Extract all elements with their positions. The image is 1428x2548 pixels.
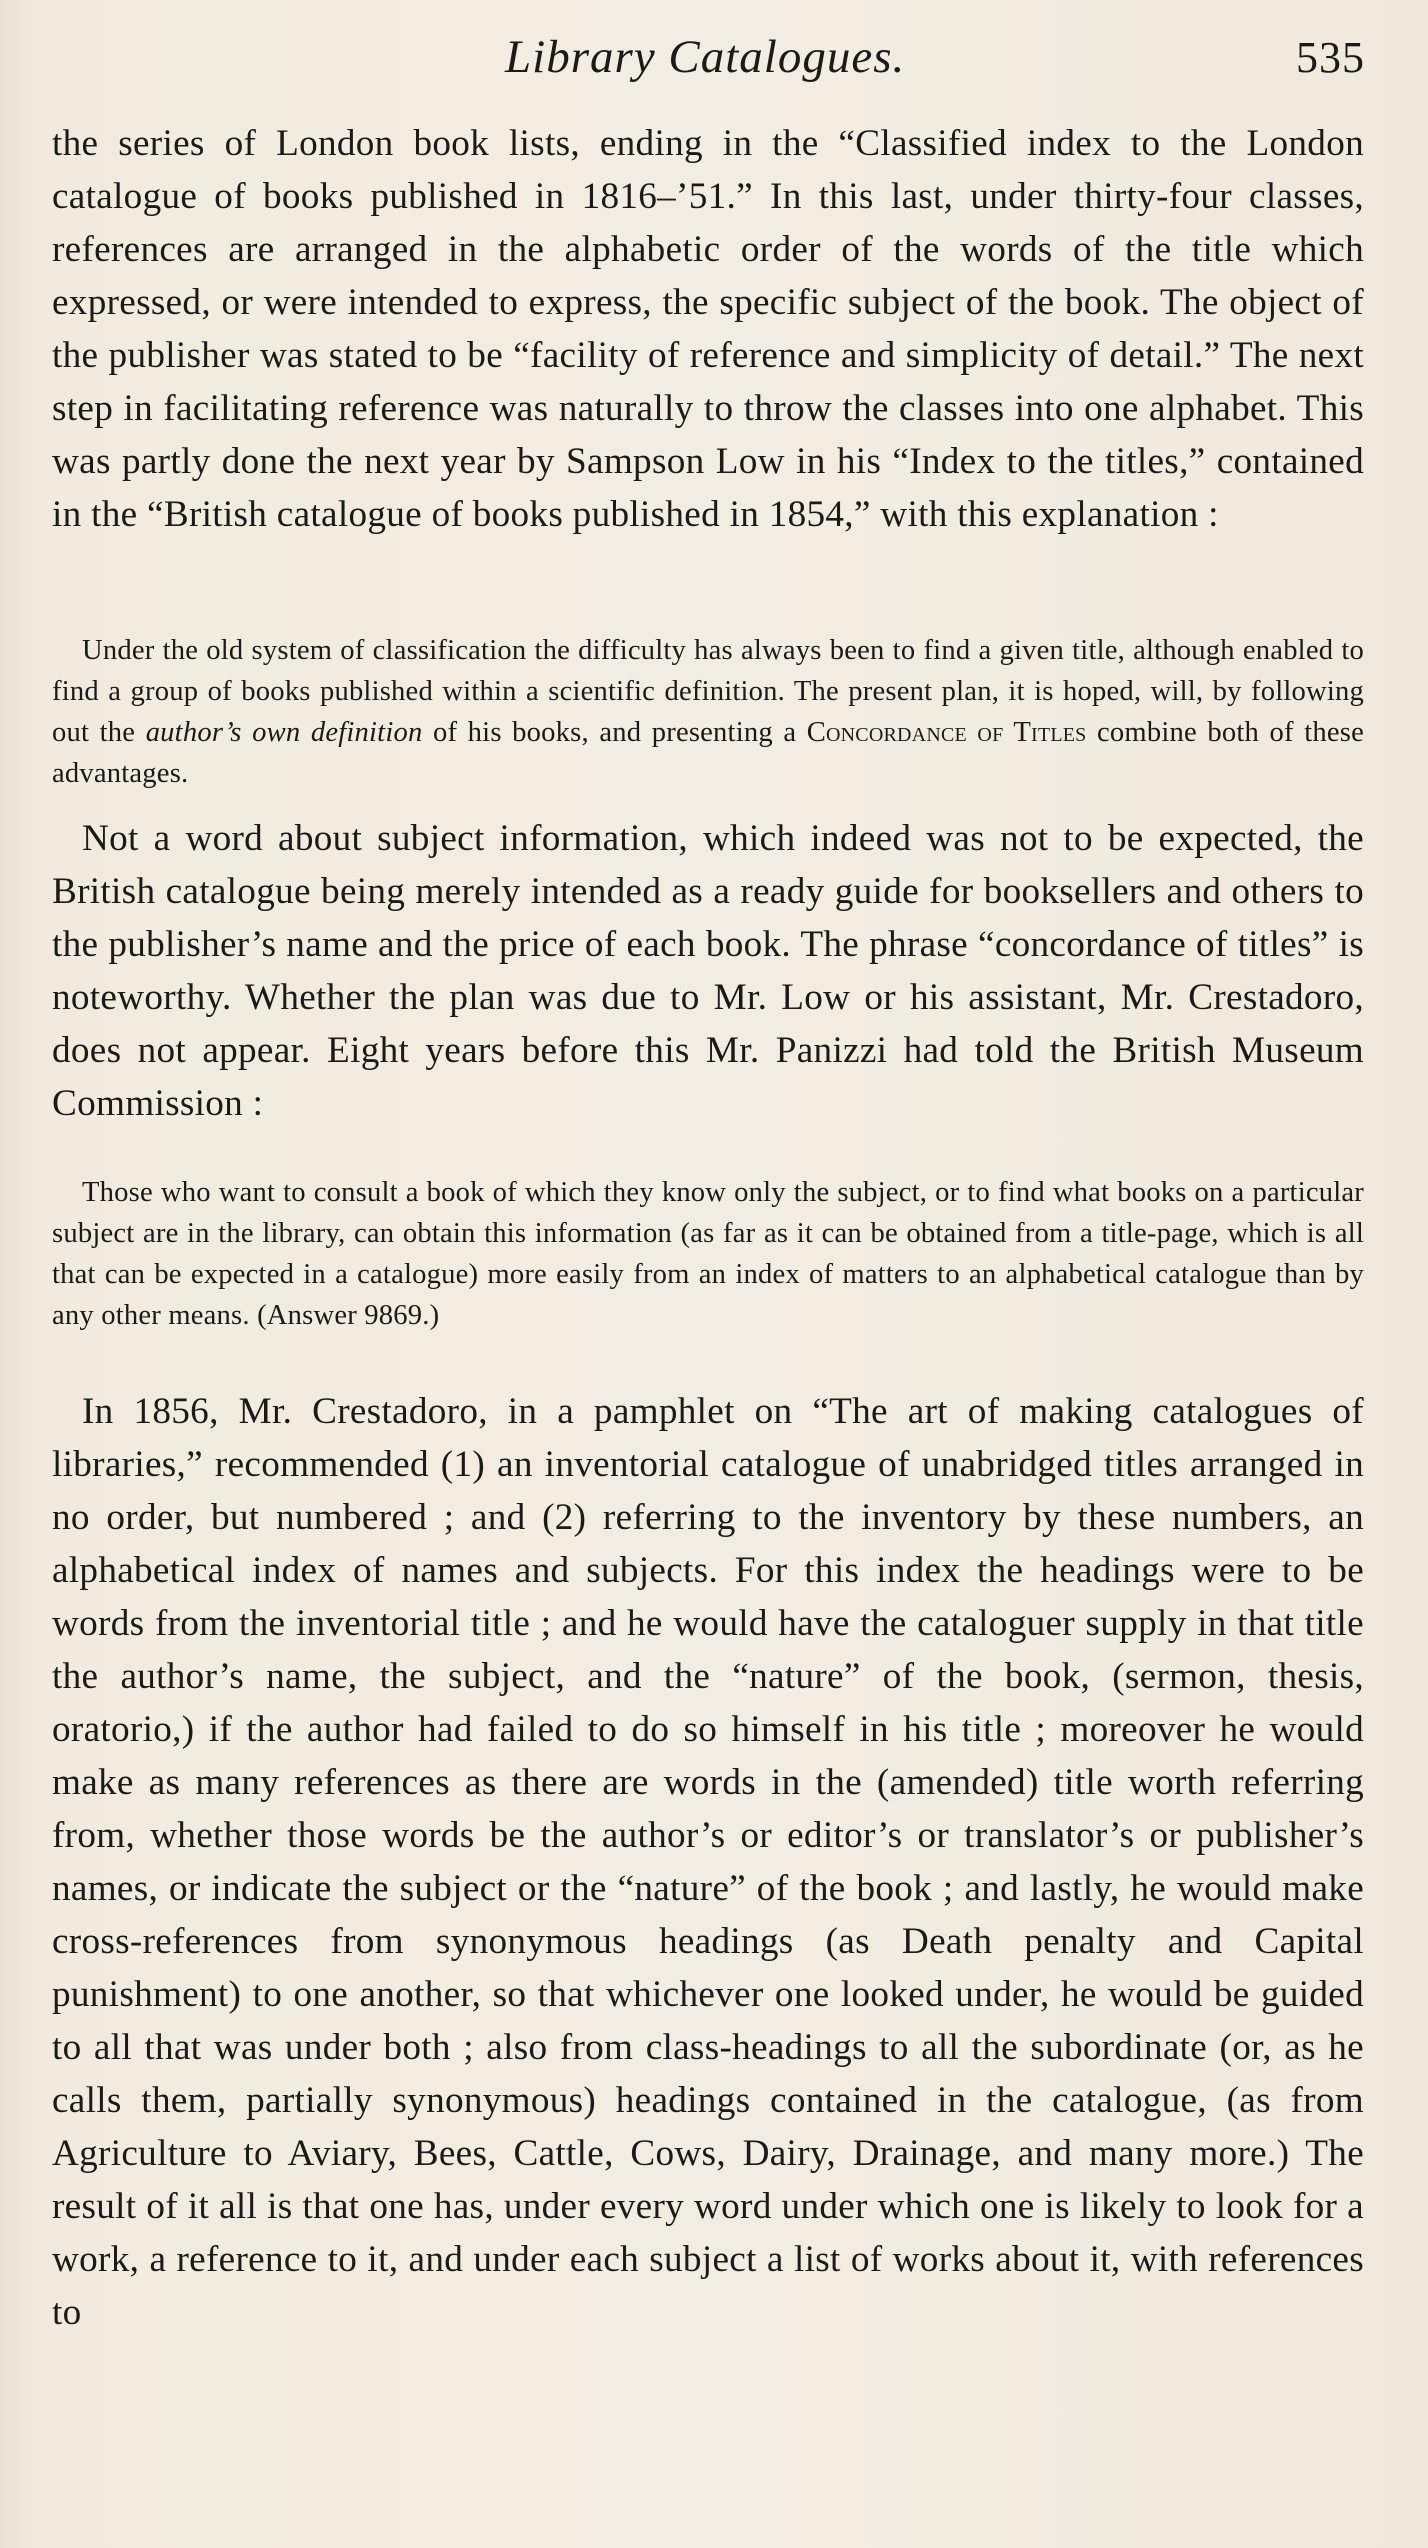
paragraph-2-block: [52, 812, 1364, 1130]
quote-1-italic: author’s own definition: [145, 717, 423, 748]
paragraph-2: Not a word about subject information, which indeed was not to be expected, the British catalogue being merely intended as a ready guide for booksellers and others to the publisher’s name and the price of each book. The phrase “concordance of titles” is noteworthy. Whether the plan was due to Mr. Low or his assistant, Mr. Crestadoro, does not appear. Eight years before this Mr. Panizzi had told the British Museum Commission :: [52, 818, 1364, 1124]
paragraph-1-block: [52, 117, 1364, 541]
page-header: [0, 30, 1428, 90]
quote-1: [52, 630, 1364, 794]
running-title: Library Catalogues.: [505, 31, 906, 83]
paragraph-1: the series of London book lists, ending in the “Classified index to the London catalogue of books published in 1816–’51.” In this last, under thirty-four classes, references are arranged in the alphabetic order of the words of the title which expressed, or were intended to express, the specific subject of the book. The object of the publisher was stated to be “facility of reference and simplicity of detail.” The next step in facilitating reference was naturally to throw the classes into one alphabet. This was partly done the next year by Sampson Low in his “Index to the titles,” contained in the “British catalogue of books published in 1854,” with this explanation :: [52, 123, 1364, 535]
quote-2: Those who want to consult a book of which they know only the subject, or to find what books on a particular subject are in the library, can obtain this information (as far as it can be obtained from a title-page, which is all that can be expected in a catalogue) more easily from an index of matters to an alphabetical catalogue than by any other means. (Answer 9869.): [52, 1177, 1364, 1331]
quote-1-smallcaps: Concordance of Titles: [806, 717, 1087, 748]
paragraph-3: In 1856, Mr. Crestadoro, in a pamphlet on “The art of making catalogues of libraries,” recommended (1) an inventorial catalogue of unabridged titles arranged in no order, but numbered ; and (2) referring to the inventory by these numbers, an alphabetical index of names and subjects. For this index the headings were to be words from the inventorial title ; and he would have the cataloguer supply in that title the author’s name, the subject, and the “nature” of the book, (sermon, thesis, oratorio,) if the author had failed to do so himself in his title ; moreover he would make as many references as there are words in the (amended) title worth referring from, whether those words be the author’s or editor’s or translator’s or publisher’s names, or indicate the subject or the “nature” of the book ; and lastly, he would make cross-references from synonymous headings (as Death penalty and Capital punishment) to one another, so that whichever one looked under, he would be guided to all that was under both ; also from class-headings to all the subordinate (or, as he calls them, partially synonymous) headings contained in the catalogue, (as from Agriculture to Aviary, Bees, Cattle, Cows, Dairy, Drainage, and many more.) The result of it all is that one has, under every word under which one is likely to look for a work, a reference to it, and under each subject a list of works about it, with references to: [52, 1391, 1364, 2333]
quote-1-part1: Under the old system of classification the difficulty has always been to find a given title, although enabled to find a group of books published within a scientific definition. The present plan, it is hoped, will, by following out the: [52, 635, 1364, 748]
quote-1-part3: combine both of these advantages.: [52, 717, 1364, 789]
quote-1-part2: of his books, and presenting a: [422, 717, 807, 748]
paragraph-3-block: [52, 1385, 1364, 2339]
page-number: 535: [1296, 33, 1365, 82]
block-quote-2: [52, 1172, 1364, 1336]
block-quote-1: [52, 630, 1364, 794]
